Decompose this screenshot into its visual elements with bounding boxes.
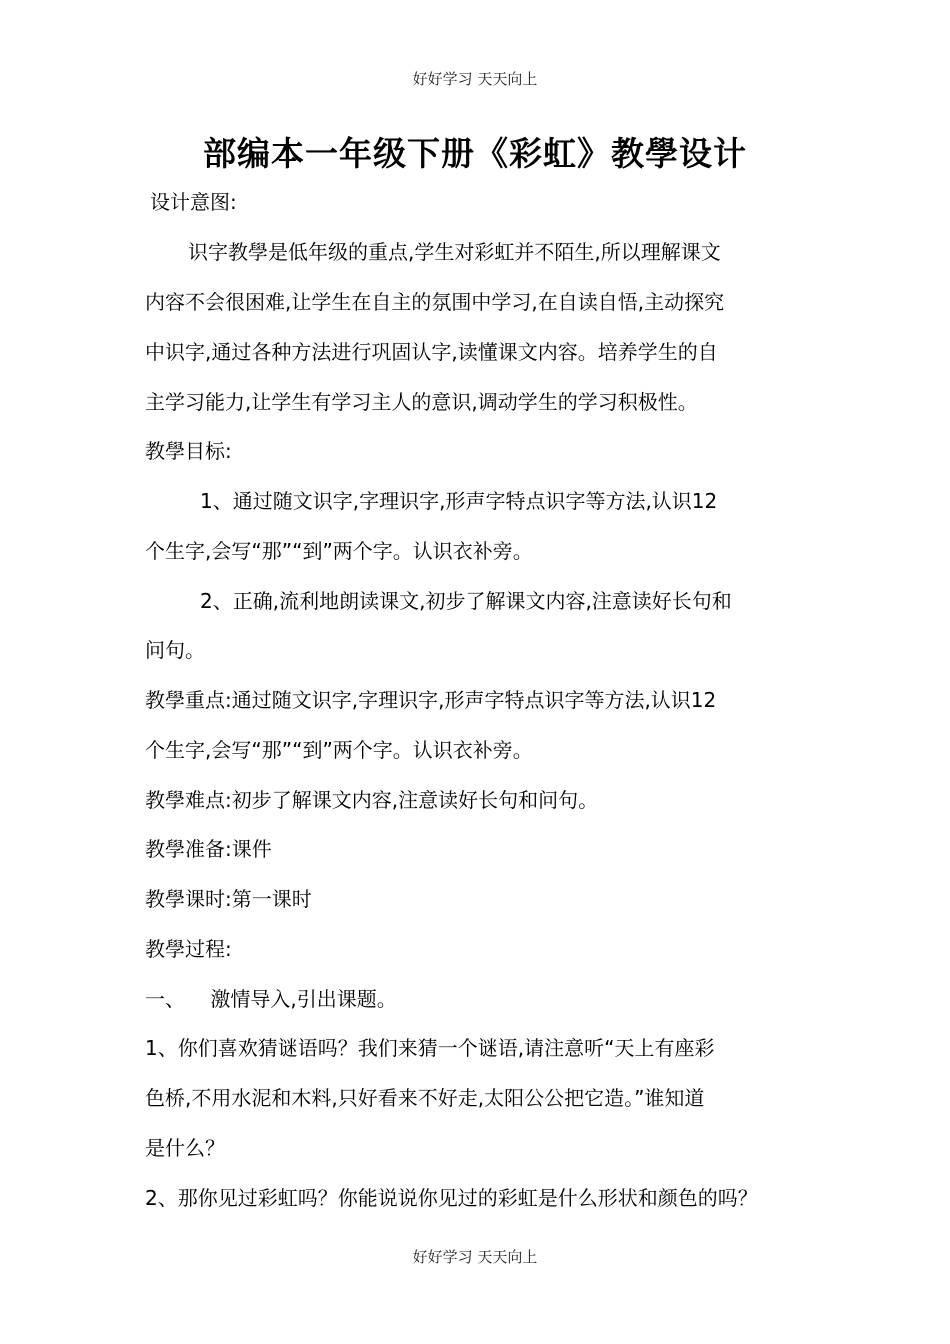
process-item-continued: 色桥,不用水泥和木料,只好看来不好走,太阳公公把它造。”谁知道 bbox=[145, 1086, 705, 1110]
process-step-heading: 一、 激情导入,引出课题。 bbox=[145, 987, 397, 1011]
class-hours: 教學课时:第一课时 bbox=[145, 887, 312, 911]
process-item: 2、那你见过彩虹吗？你能说说你见过的彩虹是什么形状和颜色的吗？ bbox=[145, 1186, 758, 1210]
paragraph-line: 内容不会很困难,让学生在自主的氛围中学习,在自读自悟,主动探究 bbox=[145, 290, 725, 314]
section-heading-process: 教學过程: bbox=[145, 937, 232, 961]
objective-item: 1、通过随文识字,字理识字,形声字特点识字等方法,认识12 bbox=[200, 489, 718, 513]
page-footer: 好好学习 天天向上 bbox=[412, 1248, 538, 1266]
document-title: 部编本一年级下册《彩虹》教學设计 bbox=[203, 134, 747, 173]
difficult-points: 教學难点:初步了解课文内容,注意读好长句和问句。 bbox=[145, 788, 599, 812]
process-item: 1、你们喜欢猜谜语吗？我们来猜一个谜语,请注意听“天上有座彩 bbox=[145, 1036, 715, 1060]
key-points: 教學重点:通过随文识字,字理识字,形声字特点识字等方法,认识12 bbox=[145, 688, 717, 712]
key-points-continued: 个生字,会写“那”“到”两个字。认识衣补旁。 bbox=[145, 738, 533, 762]
objective-item-continued: 个生字,会写“那”“到”两个字。认识衣补旁。 bbox=[145, 539, 533, 563]
section-heading-design-intent: 设计意图: bbox=[150, 190, 237, 214]
objective-item: 2、正确,流利地朗读课文,初步了解课文内容,注意读好长句和 bbox=[200, 589, 732, 613]
page-header: 好好学习 天天向上 bbox=[412, 70, 538, 88]
paragraph-line: 识字教學是低年级的重点,学生对彩虹并不陌生,所以理解课文 bbox=[188, 240, 721, 264]
section-heading-objectives: 教學目标: bbox=[145, 439, 232, 463]
process-item-continued: 是什么？ bbox=[145, 1136, 225, 1160]
teaching-preparation: 教學准备:课件 bbox=[145, 837, 272, 861]
paragraph-line: 中识字,通过各种方法进行巩固认字,读懂课文内容。培养学生的自 bbox=[145, 340, 718, 364]
objective-item-continued: 问句。 bbox=[145, 638, 205, 662]
paragraph-line: 主学习能力,让学生有学习主人的意识,调动学生的学习积极性。 bbox=[145, 390, 698, 414]
